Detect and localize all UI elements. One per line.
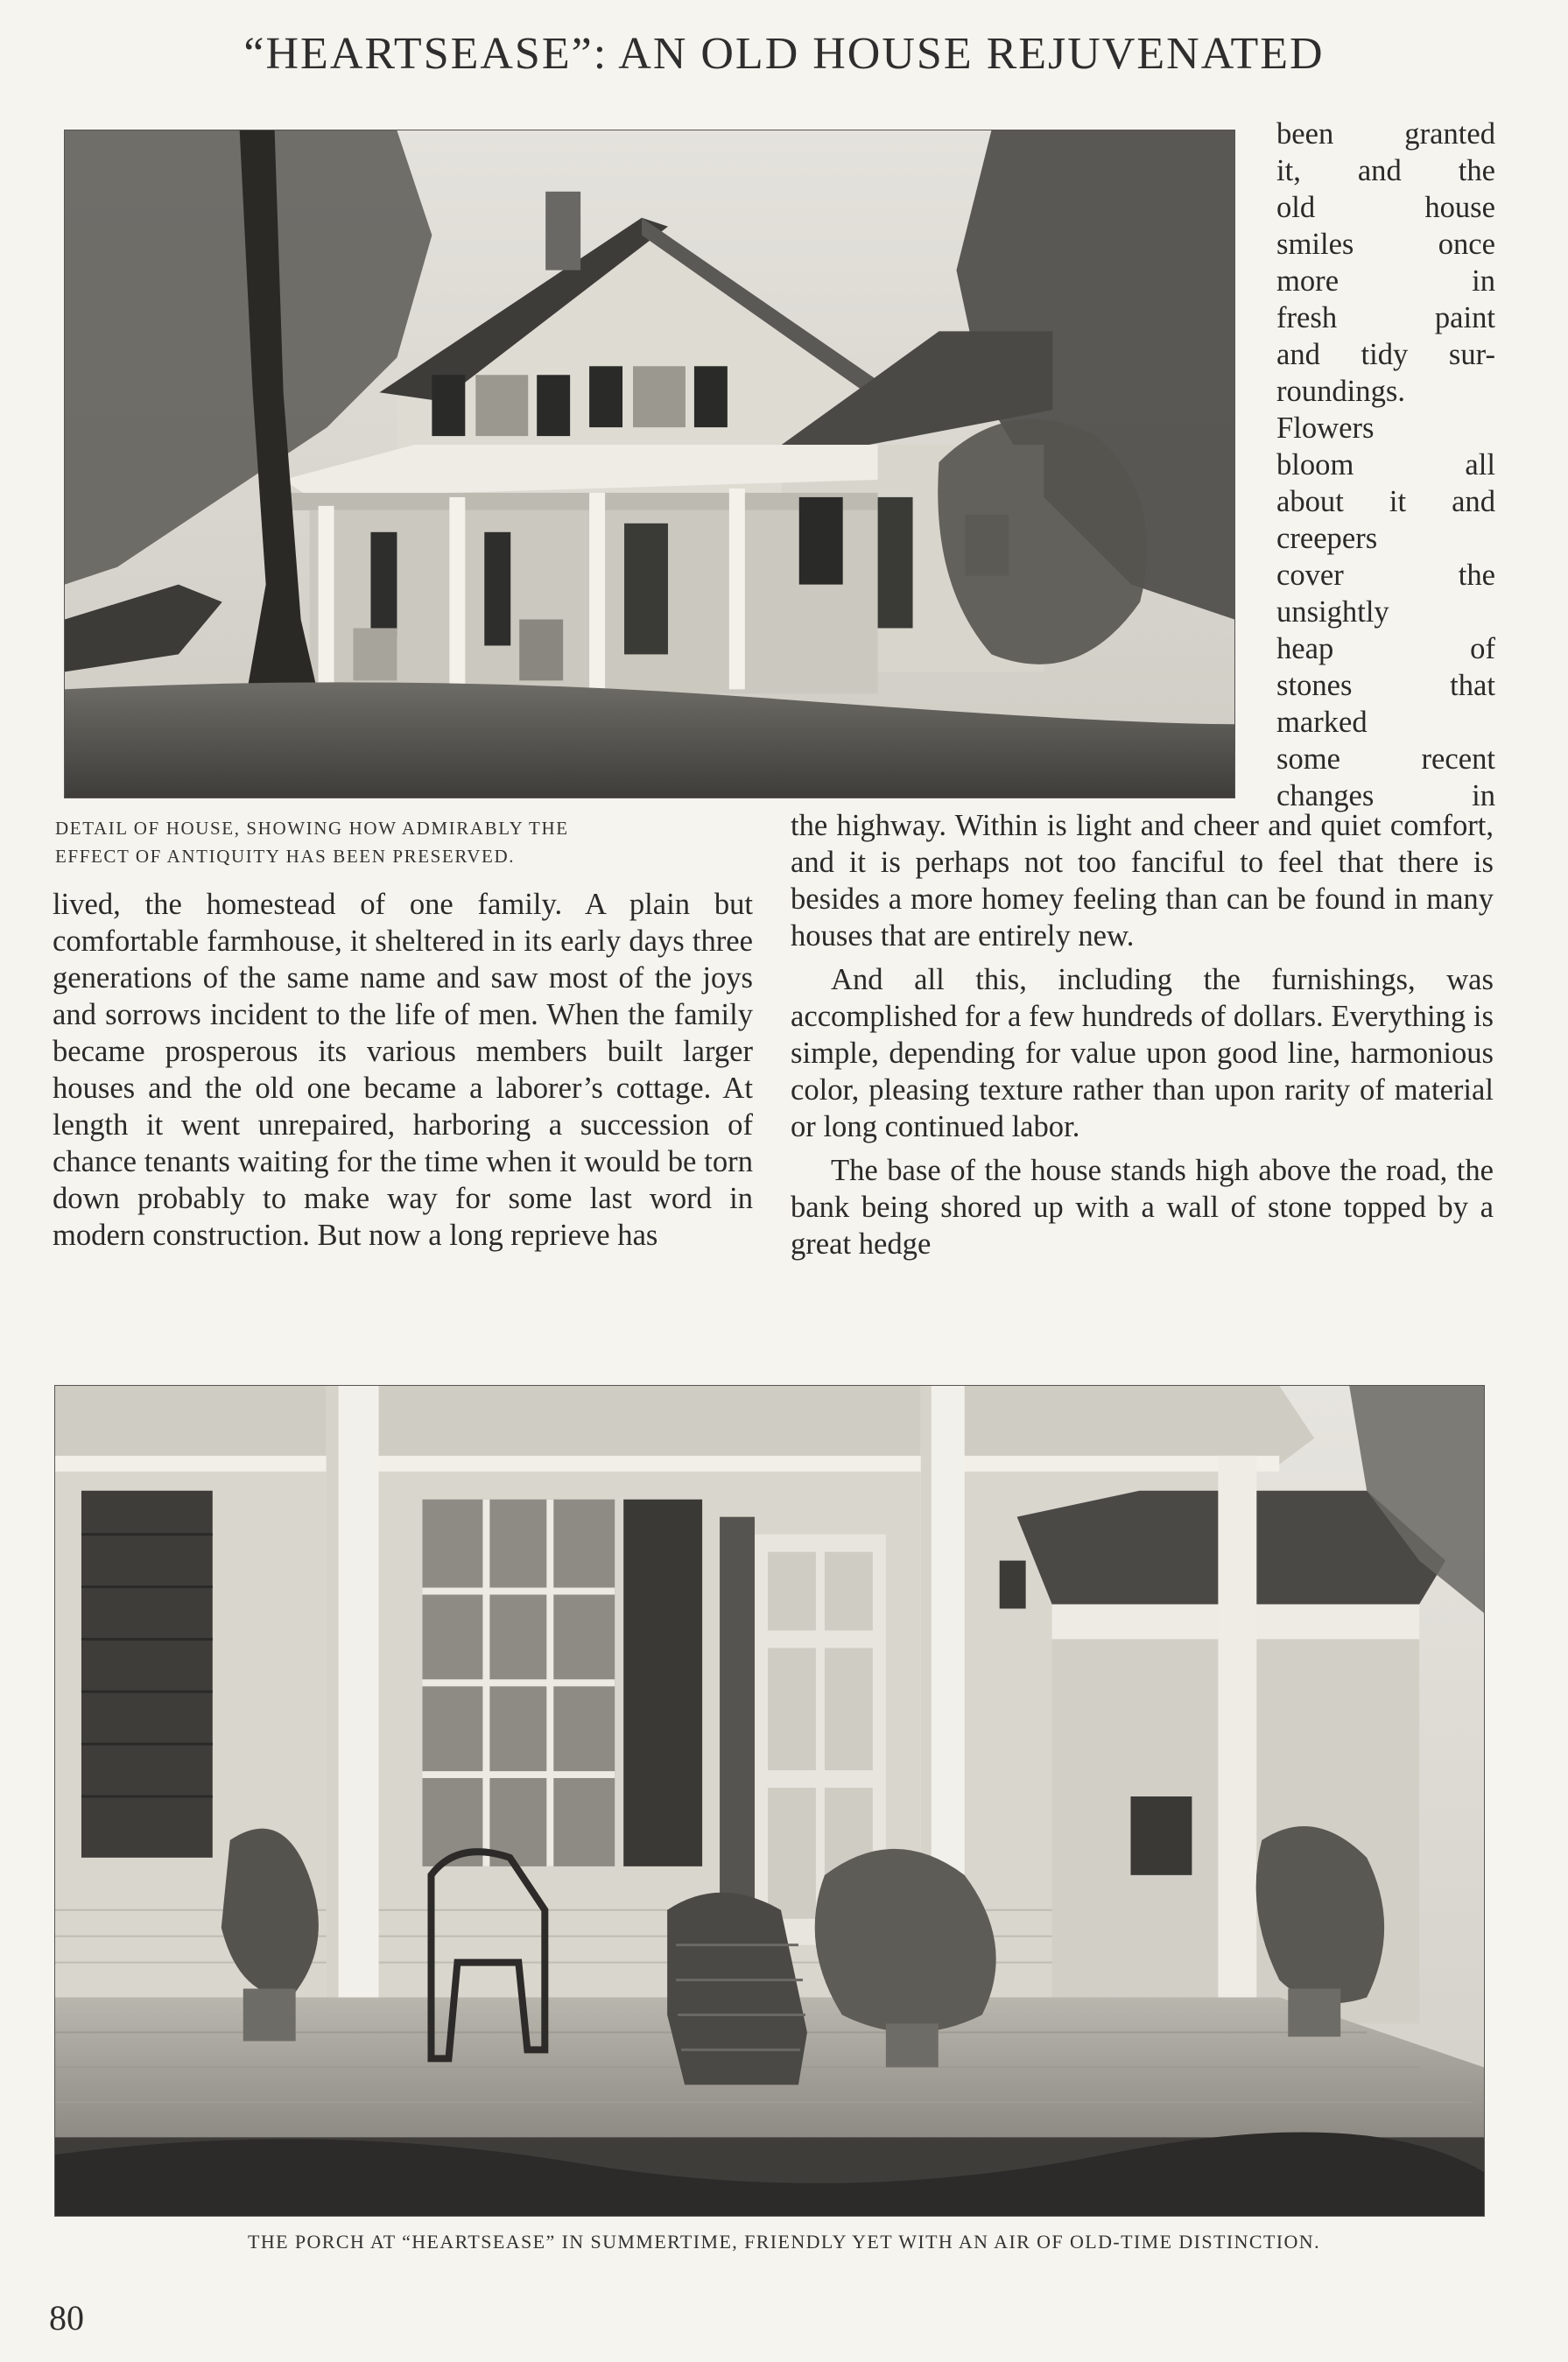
caption-line: DETAIL OF HOUSE, SHOWING HOW ADMIRABLY THE <box>55 818 569 839</box>
text-line: roundings. <box>1276 375 1405 408</box>
house-detail-photo <box>64 130 1235 798</box>
left-text-column <box>53 886 753 1254</box>
text-line: heap of <box>1276 632 1495 665</box>
text-line: some recent <box>1276 742 1495 776</box>
text-line: and tidy sur- <box>1276 338 1495 371</box>
text-line: cover the <box>1276 559 1495 592</box>
body-paragraph: the highway. Within is light and cheer and quiet comfort, and it is perhaps not too fanciful to feel that there is besides a more homey feeling than can be found in many houses that are entirely new. <box>791 809 1494 953</box>
text-line: creepers <box>1276 522 1378 555</box>
narrow-text-column <box>1276 116 1495 814</box>
caption-line: EFFECT OF ANTIQUITY HAS BEEN PRESERVED. <box>55 846 516 867</box>
text-line: been granted <box>1276 117 1495 151</box>
body-paragraph: The base of the house stands high above the road, the bank being shored up with a wall of stone topped by a great hedge <box>791 1154 1494 1261</box>
text-line: marked <box>1276 706 1368 739</box>
porch-caption: THE PORCH AT “HEARTSEASE” IN SUMMERTIME, FRIENDLY YET WITH AN AIR OF OLD-TIME DISTINCTION. <box>248 2231 1320 2253</box>
text-line: Flowers <box>1276 411 1375 445</box>
text-line: old house <box>1276 191 1495 224</box>
text-line: smiles once <box>1276 228 1495 261</box>
porch-photo <box>54 1385 1485 2217</box>
text-line: more in <box>1276 264 1495 298</box>
text-line: unsightly <box>1276 595 1389 629</box>
right-text-column <box>791 807 1494 1262</box>
body-paragraph: And all this, including the furnishings, was accomplished for a few hundreds of dollars. Everything is simple, depending for value upon good line, harmonious color, pleasing texture rather than upon rarity of material or long continued labor. <box>791 963 1494 1143</box>
text-line: it, and the <box>1276 154 1495 187</box>
text-line: stones that <box>1276 669 1495 702</box>
house-detail-illustration <box>65 130 1234 798</box>
page-number: 80 <box>49 2298 84 2337</box>
body-paragraph: lived, the homestead of one family. A plain but comfortable farmhouse, it sheltered in its early days three generations of the same name and saw most of the joys and sorrows incident to the life of men. When the family became prosperous its various members built larger houses and the old one became a laborer’s cottage. At length it went unrepaired, harboring a succession of chance tenants waiting for the time when it would be torn down probably to make way for some last word in modern construction. But now a long reprieve has <box>53 888 753 1252</box>
porch-illustration <box>55 1386 1484 2216</box>
text-line: bloom all <box>1276 448 1495 482</box>
house-detail-caption <box>55 814 773 870</box>
text-line: fresh paint <box>1276 301 1495 334</box>
page-title: “HEARTSEASE”: AN OLD HOUSE REJUVENATED <box>243 29 1325 79</box>
text-line: changes in <box>1276 779 1495 812</box>
text-line: about it and <box>1276 485 1495 518</box>
